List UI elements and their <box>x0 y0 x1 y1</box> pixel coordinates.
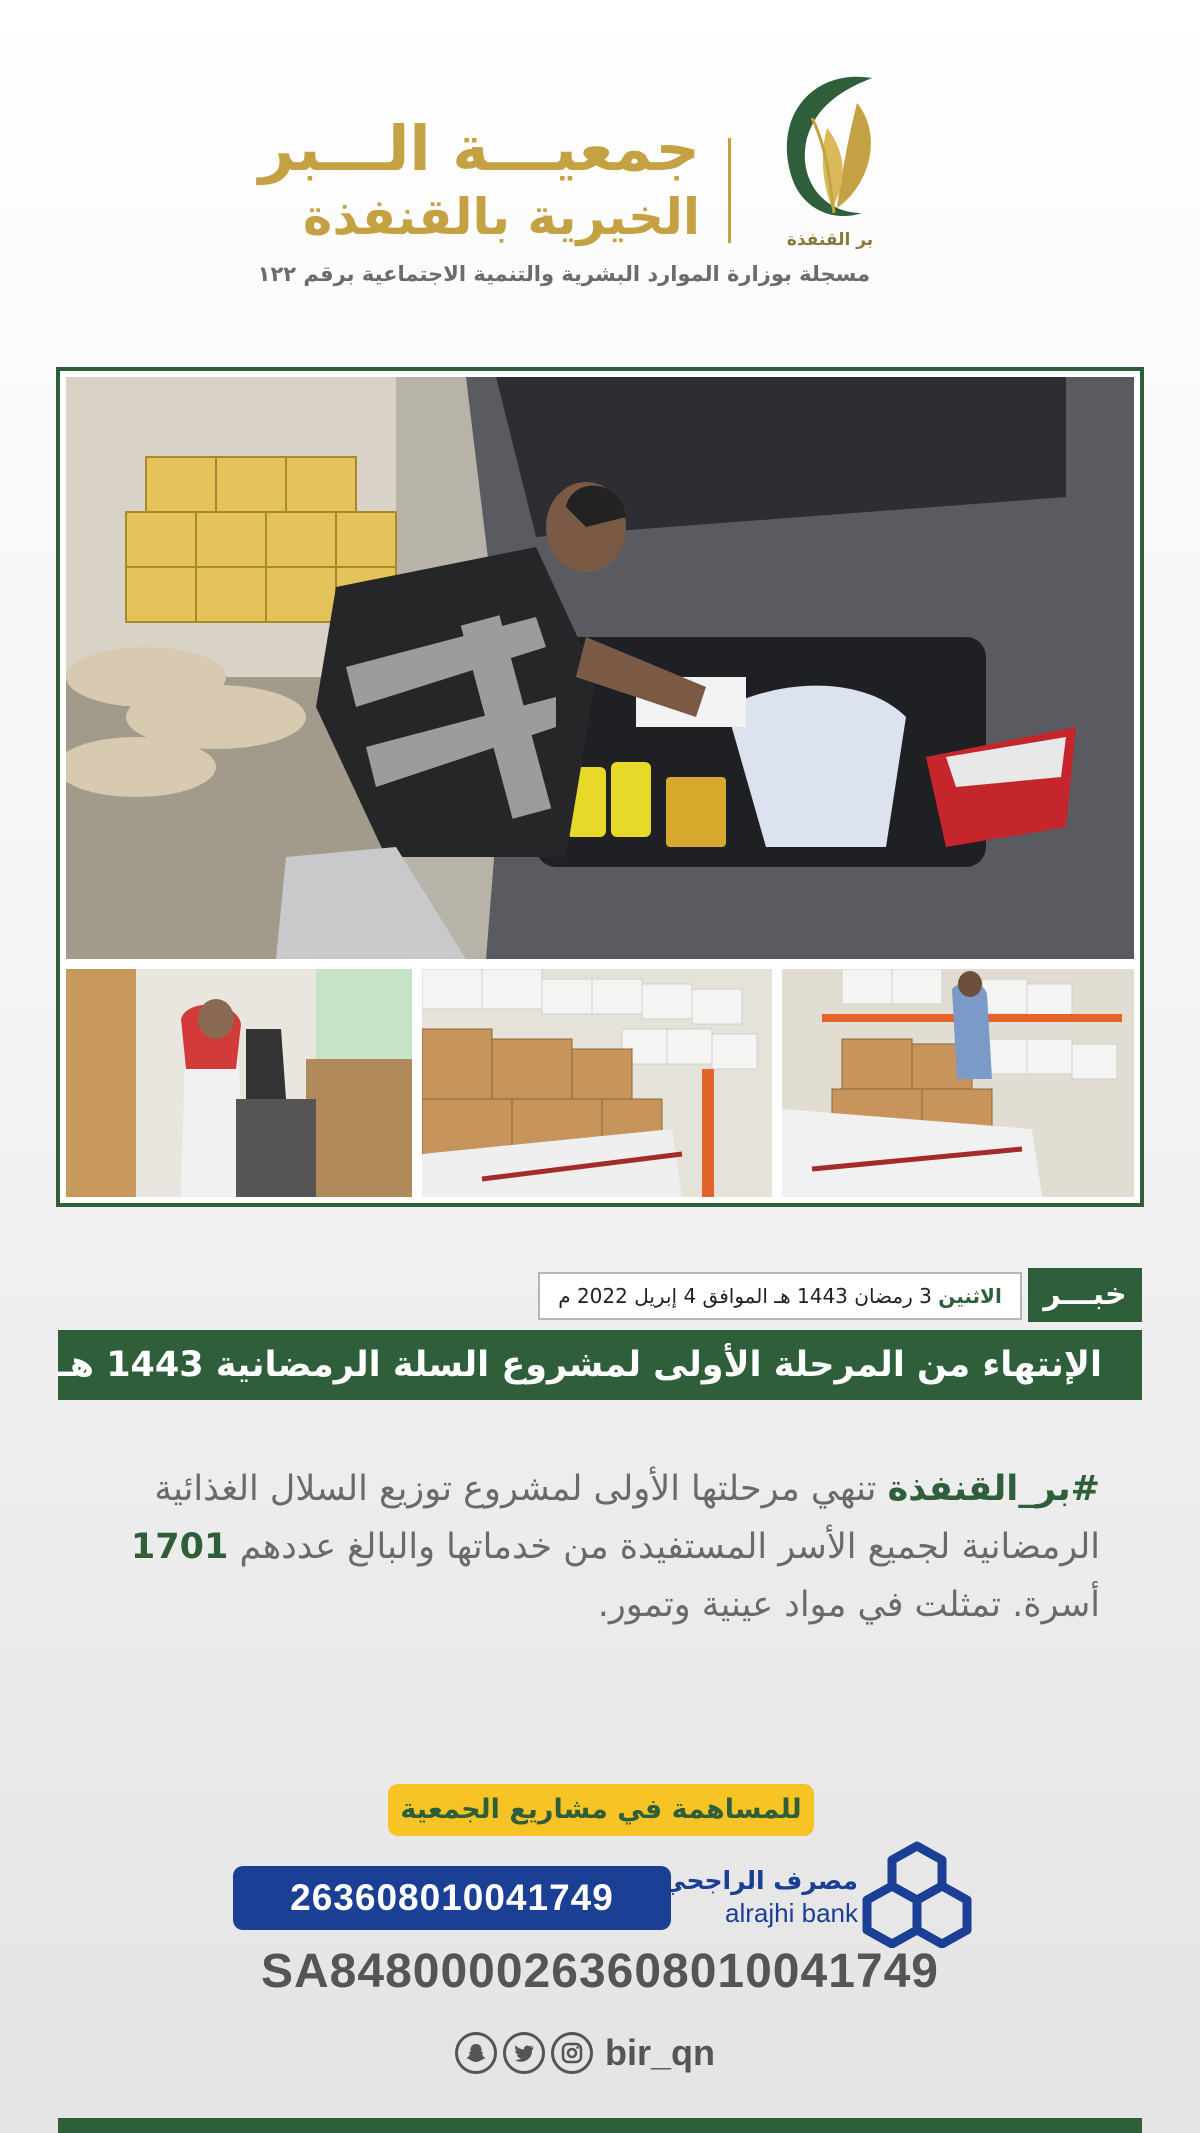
main-photo-volunteer-loading-car <box>66 377 1134 959</box>
photo-collage <box>56 367 1144 1207</box>
news-body <box>100 1460 1100 1634</box>
news-tag: خبـــر <box>1028 1268 1142 1322</box>
body-text-part1: تنهي مرحلتها الأولى لمشروع توزيع السلال الغذائية الرمضانية لجميع الأسر المستفيدة من خدماتها والبالغ عددهم <box>154 1469 1100 1567</box>
org-name-line2: الخيرية بالقنفذة <box>302 188 700 246</box>
instagram-icon[interactable] <box>551 2032 593 2074</box>
bank-name-english: alrajhi bank <box>725 1898 858 1928</box>
social-handle[interactable]: bir_qn <box>605 2032 716 2073</box>
logo-divider <box>728 138 731 243</box>
alrajhi-bank-logo-icon <box>862 1838 972 1948</box>
sub-photo-registration-desk <box>66 969 412 1197</box>
org-name-line1: جمعيـــة الـــبر <box>258 112 700 185</box>
news-headline: الإنتهاء من المرحلة الأولى لمشروع السلة الرمضانية 1443 هـ <box>58 1330 1142 1400</box>
family-count: 1701 <box>130 1527 229 1567</box>
news-date-text: 3 رمضان 1443 هـ الموافق 4 إبريل 2022 م <box>558 1284 932 1308</box>
body-text-part2: أسرة. تمثلت في مواد عينية وتمور. <box>597 1585 1100 1625</box>
donation-cta: للمساهمة في مشاريع الجمعية <box>388 1784 814 1836</box>
iban: SA8480000263608010041749 <box>261 1945 939 1998</box>
news-date <box>538 1272 1022 1320</box>
logo-label: بر القنفذة <box>786 230 874 250</box>
news-date-day: الاثنين <box>938 1284 1002 1308</box>
social-links <box>455 2030 715 2076</box>
hashtag: #بر_القنفذة <box>887 1469 1100 1509</box>
sub-photo-warehouse-worker <box>782 969 1134 1197</box>
sub-photo-boxes-truck <box>422 969 772 1197</box>
bank-name-arabic: مصرف الراجحي <box>661 1866 858 1895</box>
footer-bar <box>58 2118 1142 2133</box>
registration-text: مسجلة بوزارة الموارد البشرية والتنمية الاجتماعية برقم ١٢٢ <box>257 262 870 286</box>
twitter-icon[interactable] <box>503 2032 545 2074</box>
snapchat-icon[interactable] <box>455 2032 497 2074</box>
account-number: 263608010041749 <box>233 1866 671 1930</box>
